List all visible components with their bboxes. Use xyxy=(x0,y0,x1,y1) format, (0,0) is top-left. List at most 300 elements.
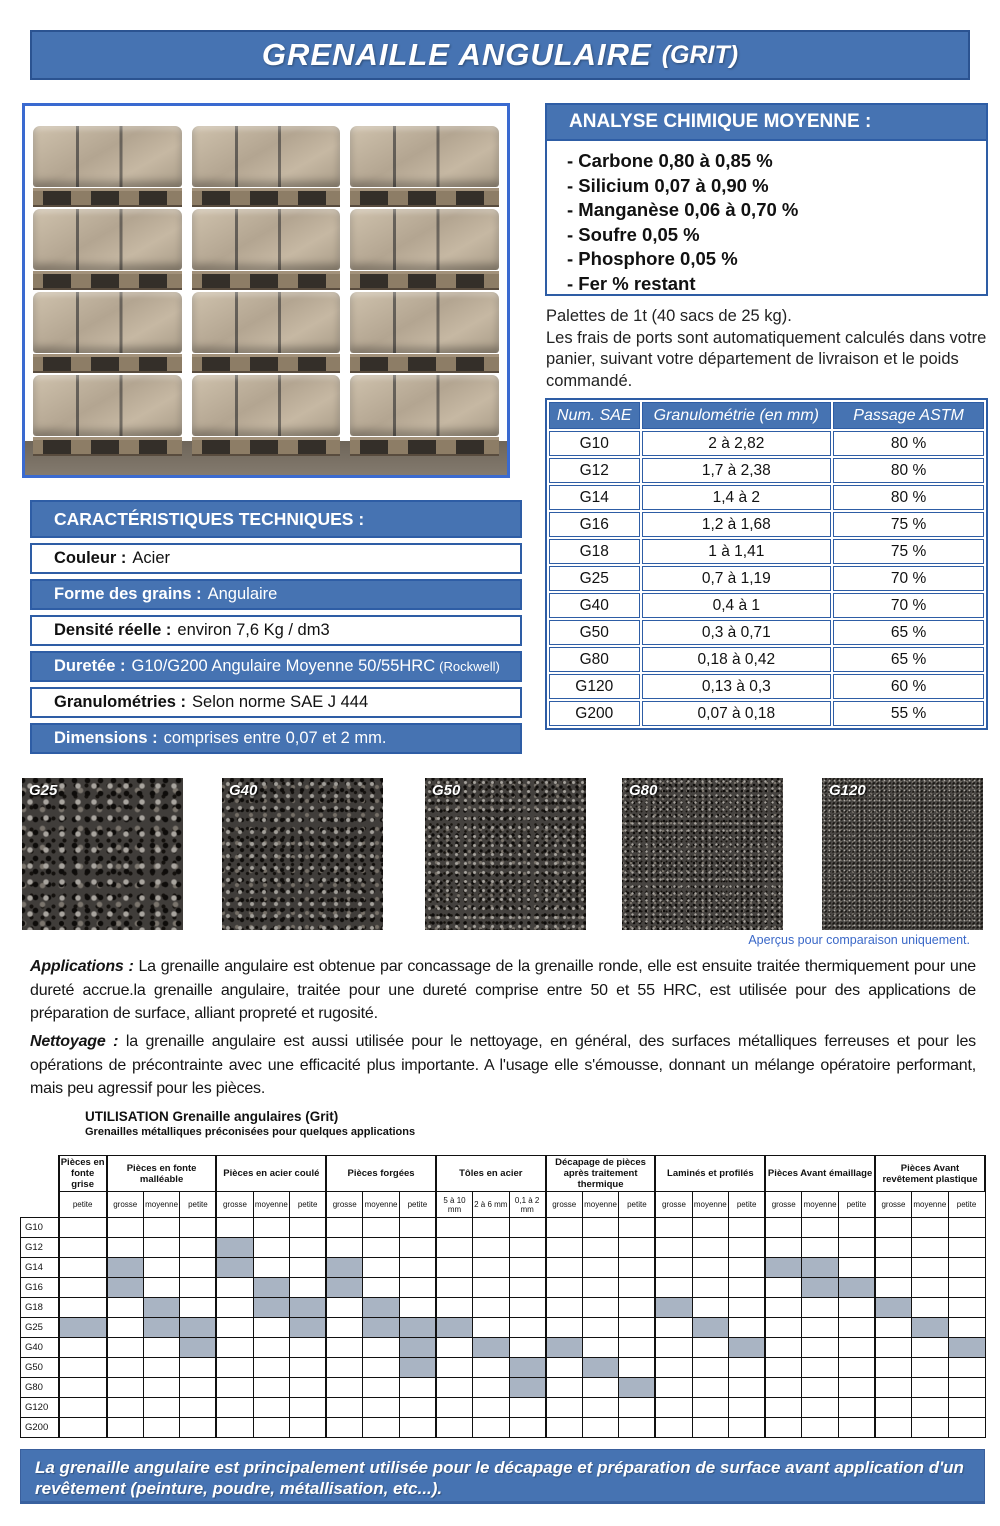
chemical-analysis-box xyxy=(545,103,988,296)
usage-cell xyxy=(143,1398,180,1418)
usage-cell xyxy=(473,1318,510,1338)
usage-cell xyxy=(509,1378,546,1398)
usage-cell xyxy=(802,1418,839,1438)
usage-cell xyxy=(546,1258,583,1278)
wooden-pallet xyxy=(350,271,499,290)
granulometry-table-box xyxy=(545,398,988,730)
usage-cell xyxy=(59,1418,107,1438)
granulometry-cell: 70 % xyxy=(833,566,984,591)
usage-cell xyxy=(765,1278,802,1298)
usage-cell xyxy=(546,1338,583,1358)
usage-cell xyxy=(765,1298,802,1318)
usage-cell xyxy=(692,1298,729,1318)
usage-group-header: Pièces Avant revêtement plastique xyxy=(875,1156,985,1192)
usage-cell xyxy=(473,1398,510,1418)
usage-size-header: petite xyxy=(180,1192,217,1218)
usage-table-subtitle: Grenailles métalliques préconisées pour quelques applications xyxy=(85,1126,416,1138)
usage-cell xyxy=(180,1398,217,1418)
granulometry-cell: 65 % xyxy=(833,620,984,645)
wooden-pallet xyxy=(33,354,182,373)
usage-cell xyxy=(802,1298,839,1318)
usage-cell xyxy=(473,1418,510,1438)
usage-cell xyxy=(875,1358,912,1378)
usage-row-label: G80 xyxy=(21,1378,59,1398)
usage-cell xyxy=(765,1218,802,1238)
usage-cell xyxy=(948,1278,985,1298)
usage-cell xyxy=(180,1258,217,1278)
wrapped-bags xyxy=(33,209,182,270)
usage-cell xyxy=(729,1418,766,1438)
usage-size-header: grosse xyxy=(655,1192,692,1218)
granulometry-cell: 0,4 à 1 xyxy=(642,593,832,618)
usage-cell xyxy=(802,1378,839,1398)
granulometry-cell: G12 xyxy=(549,458,640,483)
usage-cell xyxy=(948,1318,985,1338)
usage-table-box xyxy=(20,1155,986,1438)
usage-cell xyxy=(582,1278,619,1298)
usage-cell xyxy=(216,1278,253,1298)
usage-cell xyxy=(875,1378,912,1398)
usage-cell xyxy=(363,1378,400,1398)
wrapped-bags xyxy=(33,375,182,436)
granulometry-cell: 1,7 à 2,38 xyxy=(642,458,832,483)
usage-cell xyxy=(290,1338,327,1358)
usage-cell xyxy=(107,1338,144,1358)
usage-cell xyxy=(838,1338,875,1358)
usage-cell xyxy=(107,1278,144,1298)
usage-size-header: moyenne xyxy=(363,1192,400,1218)
usage-group-header: Pièces en fonte malléable xyxy=(107,1156,217,1192)
usage-cell xyxy=(655,1418,692,1438)
usage-header-groups xyxy=(21,1156,986,1192)
usage-cell xyxy=(216,1338,253,1358)
usage-cell xyxy=(399,1218,436,1238)
usage-cell xyxy=(59,1338,107,1358)
usage-cell xyxy=(290,1298,327,1318)
usage-cell xyxy=(838,1258,875,1278)
technical-characteristics-box xyxy=(30,500,522,759)
usage-cell xyxy=(948,1218,985,1238)
grit-sample-image xyxy=(222,778,383,930)
usage-cell xyxy=(729,1378,766,1398)
usage-cell xyxy=(363,1238,400,1258)
usage-header-sizes xyxy=(21,1192,986,1218)
usage-cell xyxy=(436,1298,473,1318)
usage-cell xyxy=(838,1418,875,1438)
wooden-pallet xyxy=(350,188,499,207)
page-title-suffix: (GRIT) xyxy=(661,40,739,69)
technical-characteristics-title: CARACTÉRISTIQUES TECHNIQUES : xyxy=(54,508,365,529)
usage-cell xyxy=(436,1258,473,1278)
usage-size-header: petite xyxy=(838,1192,875,1218)
granulometry-row xyxy=(549,485,984,510)
characteristic-value: Angulaire xyxy=(207,585,278,603)
granulometry-row xyxy=(549,674,984,699)
usage-size-header: 0,1 à 2 mm xyxy=(509,1192,546,1218)
usage-size-header: moyenne xyxy=(253,1192,290,1218)
usage-cell xyxy=(838,1398,875,1418)
characteristic-label: Duretée : xyxy=(54,657,126,675)
characteristic-value: G10/G200 Angulaire Moyenne 50/55HRC xyxy=(131,657,436,675)
usage-cell xyxy=(107,1238,144,1258)
characteristic-row xyxy=(30,687,522,718)
usage-cell xyxy=(363,1398,400,1418)
usage-row xyxy=(21,1298,986,1318)
usage-cell xyxy=(363,1278,400,1298)
usage-row xyxy=(21,1258,986,1278)
chemical-analysis-title: ANALYSE CHIMIQUE MOYENNE : xyxy=(569,111,872,132)
usage-cell xyxy=(59,1398,107,1418)
granulometry-cell: 75 % xyxy=(833,512,984,537)
granulometry-cell: 80 % xyxy=(833,485,984,510)
usage-cell xyxy=(509,1258,546,1278)
usage-cell xyxy=(290,1258,327,1278)
usage-row xyxy=(21,1218,986,1238)
usage-cell xyxy=(473,1298,510,1318)
usage-cell xyxy=(692,1378,729,1398)
analysis-item: - Phosphore 0,05 % xyxy=(567,248,738,269)
usage-size-header: grosse xyxy=(765,1192,802,1218)
usage-cell xyxy=(655,1358,692,1378)
pallet-stack xyxy=(192,126,341,207)
analysis-item: - Fer % restant xyxy=(567,272,696,294)
usage-cell xyxy=(765,1378,802,1398)
usage-cell xyxy=(216,1358,253,1378)
usage-cell xyxy=(655,1218,692,1238)
granulometry-cell: G120 xyxy=(549,674,640,699)
pallet-row xyxy=(33,209,499,290)
usage-cell xyxy=(729,1358,766,1378)
usage-cell xyxy=(363,1298,400,1318)
granulometry-cell: 70 % xyxy=(833,593,984,618)
pallets-photo-rows xyxy=(25,126,507,456)
usage-size-header: moyenne xyxy=(802,1192,839,1218)
usage-cell xyxy=(436,1398,473,1418)
usage-cell xyxy=(619,1278,656,1298)
usage-cell xyxy=(912,1398,949,1418)
usage-size-header: moyenne xyxy=(582,1192,619,1218)
usage-cell xyxy=(180,1218,217,1238)
pallet-row xyxy=(33,292,499,373)
usage-cell xyxy=(765,1318,802,1338)
wrapped-bags xyxy=(33,292,182,353)
usage-cell xyxy=(59,1278,107,1298)
usage-group-header: Pièces en acier coulé xyxy=(216,1156,326,1192)
usage-cell xyxy=(253,1338,290,1358)
usage-cell xyxy=(107,1318,144,1338)
applications-paragraph xyxy=(30,955,976,1026)
usage-cell xyxy=(765,1258,802,1278)
usage-cell xyxy=(253,1378,290,1398)
nettoyage-lead: Nettoyage : xyxy=(30,1033,119,1050)
usage-cell xyxy=(436,1338,473,1358)
characteristic-label: Densité réelle : xyxy=(54,621,172,639)
granulometry-cell: 65 % xyxy=(833,647,984,672)
usage-cell xyxy=(180,1338,217,1358)
usage-group-header: Pièces Avant émaillage xyxy=(765,1156,875,1192)
usage-cell xyxy=(802,1218,839,1238)
usage-row xyxy=(21,1398,986,1418)
granulometry-row xyxy=(549,512,984,537)
nettoyage-paragraph xyxy=(30,1030,976,1101)
usage-cell xyxy=(290,1318,327,1338)
usage-cell xyxy=(655,1298,692,1318)
analysis-items xyxy=(547,141,986,296)
usage-size-header: moyenne xyxy=(143,1192,180,1218)
usage-cell xyxy=(546,1398,583,1418)
usage-cell xyxy=(436,1318,473,1338)
granulometry-header-sae: Num. SAE xyxy=(549,402,640,429)
usage-cell xyxy=(619,1358,656,1378)
usage-cell xyxy=(765,1398,802,1418)
usage-row xyxy=(21,1418,986,1438)
usage-cell xyxy=(875,1318,912,1338)
chemical-analysis-header xyxy=(547,105,986,141)
usage-cell xyxy=(363,1258,400,1278)
usage-cell xyxy=(59,1258,107,1278)
usage-cell xyxy=(107,1258,144,1278)
wooden-pallet xyxy=(33,437,182,456)
wooden-pallet xyxy=(350,437,499,456)
usage-cell xyxy=(619,1258,656,1278)
usage-body xyxy=(21,1218,986,1438)
usage-cell xyxy=(875,1258,912,1278)
usage-cell xyxy=(399,1358,436,1378)
usage-cell xyxy=(326,1318,363,1338)
usage-size-header: petite xyxy=(729,1192,766,1218)
granulometry-cell: 0,18 à 0,42 xyxy=(642,647,832,672)
characteristic-value: Selon norme SAE J 444 xyxy=(192,693,369,711)
usage-cell xyxy=(290,1418,327,1438)
page-title: GRENAILLE ANGULAIRE xyxy=(261,37,652,72)
granulometry-header-row xyxy=(549,402,984,429)
usage-cell xyxy=(912,1358,949,1378)
characteristic-label: Granulométries : xyxy=(54,693,187,711)
applications-text: La grenaille angulaire est obtenue par concassage de la grenaille ronde, elle est ensuite traitée thermiquement pour une dureté accrue.la grenaille angulaire, traitée pour une dureté comprise entre 50 et 55 HRC, est utilisée pour des applications de préparation de surface, alliant propreté et rugosité. xyxy=(30,958,976,1022)
characteristic-row xyxy=(30,723,522,754)
characteristic-row xyxy=(30,615,522,646)
usage-row-label: G14 xyxy=(21,1258,59,1278)
usage-cell xyxy=(582,1218,619,1238)
wrapped-bags xyxy=(192,126,341,187)
usage-cell xyxy=(216,1378,253,1398)
usage-cell xyxy=(912,1258,949,1278)
usage-cell xyxy=(436,1418,473,1438)
usage-cell xyxy=(875,1278,912,1298)
usage-row-label: G18 xyxy=(21,1298,59,1318)
pallet-info-paragraph xyxy=(546,306,994,392)
usage-cell xyxy=(436,1378,473,1398)
granulometry-cell: 80 % xyxy=(833,431,984,456)
usage-cell xyxy=(912,1298,949,1318)
granulometry-cell: G10 xyxy=(549,431,640,456)
usage-cell xyxy=(692,1418,729,1438)
usage-cell xyxy=(948,1298,985,1318)
usage-cell xyxy=(107,1398,144,1418)
usage-cell xyxy=(59,1378,107,1398)
usage-cell xyxy=(619,1218,656,1238)
usage-cell xyxy=(143,1278,180,1298)
usage-cell xyxy=(948,1238,985,1258)
usage-row-label: G40 xyxy=(21,1338,59,1358)
grit-sample-label: G40 xyxy=(229,782,258,799)
usage-cell xyxy=(216,1238,253,1258)
usage-cell xyxy=(546,1318,583,1338)
usage-cell xyxy=(473,1378,510,1398)
usage-cell xyxy=(436,1278,473,1298)
usage-size-header: petite xyxy=(948,1192,985,1218)
usage-cell xyxy=(655,1318,692,1338)
wooden-pallet xyxy=(192,354,341,373)
usage-cell xyxy=(619,1238,656,1258)
characteristic-label: Forme des grains : xyxy=(54,585,202,603)
nettoyage-text: la grenaille angulaire est aussi utilisée pour le nettoyage, en général, des surfaces métalliques ferreuses et pour les opérations de précontrainte avec une efficacité plus importante. A l'usage elle s'émousse, donnant un mélange opératoire performant, mais peu agressif pour les pièces. xyxy=(30,1033,976,1097)
usage-cell xyxy=(838,1358,875,1378)
usage-cell xyxy=(399,1418,436,1438)
grit-sample-label: G120 xyxy=(829,782,866,799)
usage-cell xyxy=(692,1318,729,1338)
usage-cell xyxy=(802,1338,839,1358)
usage-cell xyxy=(582,1398,619,1418)
shipping-info-line: Les frais de ports sont automatiquement calculés dans votre panier, suivant votre département de livraison et le poids commandé. xyxy=(546,328,987,390)
usage-cell xyxy=(473,1238,510,1258)
granulometry-cell: G25 xyxy=(549,566,640,591)
usage-row-label: G200 xyxy=(21,1418,59,1438)
usage-cell xyxy=(509,1418,546,1438)
grit-sample-label: G25 xyxy=(29,782,58,799)
characteristic-value-small: (Rockwell) xyxy=(439,659,500,674)
characteristic-row xyxy=(30,543,522,574)
usage-cell xyxy=(875,1218,912,1238)
usage-cell xyxy=(399,1318,436,1338)
usage-cell xyxy=(473,1218,510,1238)
granulometry-cell: G18 xyxy=(549,539,640,564)
usage-row xyxy=(21,1238,986,1258)
granulometry-header-astm: Passage ASTM xyxy=(833,402,984,429)
usage-cell xyxy=(326,1358,363,1378)
usage-cell xyxy=(655,1258,692,1278)
usage-group-header: Pièces forgées xyxy=(326,1156,436,1192)
usage-cell xyxy=(143,1338,180,1358)
usage-cell xyxy=(619,1418,656,1438)
usage-cell xyxy=(290,1218,327,1238)
usage-cell xyxy=(655,1238,692,1258)
wooden-pallet xyxy=(192,188,341,207)
characteristics-rows xyxy=(30,543,522,754)
grit-sample-image xyxy=(622,778,783,930)
usage-cell xyxy=(290,1398,327,1418)
grit-sample-label: G50 xyxy=(432,782,461,799)
usage-row xyxy=(21,1278,986,1298)
usage-cell xyxy=(59,1238,107,1258)
usage-cell xyxy=(253,1358,290,1378)
granulometry-cell: 1 à 1,41 xyxy=(642,539,832,564)
wrapped-bags xyxy=(350,126,499,187)
usage-cell xyxy=(363,1218,400,1238)
analysis-item: - Silicium 0,07 à 0,90 % xyxy=(567,174,769,196)
usage-cell xyxy=(509,1398,546,1418)
usage-cell xyxy=(216,1418,253,1438)
usage-size-header: moyenne xyxy=(692,1192,729,1218)
usage-cell xyxy=(509,1358,546,1378)
pallet-stack xyxy=(33,126,182,207)
wrapped-bags xyxy=(192,209,341,270)
usage-cell xyxy=(143,1218,180,1238)
usage-cell xyxy=(838,1298,875,1318)
wooden-pallet xyxy=(350,354,499,373)
usage-row xyxy=(21,1358,986,1378)
usage-cell xyxy=(326,1258,363,1278)
usage-size-header: petite xyxy=(59,1192,107,1218)
characteristic-label: Dimensions : xyxy=(54,729,158,747)
usage-cell xyxy=(655,1378,692,1398)
usage-cell xyxy=(107,1218,144,1238)
usage-cell xyxy=(875,1398,912,1418)
pallet-stack xyxy=(192,375,341,456)
usage-group-header: Pièces en fonte grise xyxy=(59,1156,107,1192)
usage-cell xyxy=(729,1298,766,1318)
usage-cell xyxy=(59,1318,107,1338)
granulometry-table xyxy=(547,400,986,728)
usage-cell xyxy=(290,1278,327,1298)
usage-cell xyxy=(509,1218,546,1238)
grit-sample-image xyxy=(22,778,183,930)
usage-size-header: grosse xyxy=(107,1192,144,1218)
usage-group-header: Tôles en acier xyxy=(436,1156,546,1192)
usage-row-label: G120 xyxy=(21,1398,59,1418)
characteristic-row xyxy=(30,651,522,682)
usage-table xyxy=(20,1155,986,1438)
granulometry-cell: G80 xyxy=(549,647,640,672)
wooden-pallet xyxy=(33,271,182,290)
usage-group-header: Décapage de pièces après traitement thermique xyxy=(546,1156,656,1192)
granulometry-row xyxy=(549,431,984,456)
usage-cell xyxy=(143,1418,180,1438)
usage-cell xyxy=(729,1258,766,1278)
usage-cell xyxy=(473,1258,510,1278)
usage-cell xyxy=(692,1218,729,1238)
pallet-stack xyxy=(350,126,499,207)
usage-size-header: grosse xyxy=(546,1192,583,1218)
usage-cell xyxy=(509,1338,546,1358)
granulometry-row xyxy=(549,539,984,564)
usage-cell xyxy=(436,1358,473,1378)
usage-size-header: 5 à 10 mm xyxy=(436,1192,473,1218)
usage-size-header: moyenne xyxy=(912,1192,949,1218)
usage-cell xyxy=(875,1418,912,1438)
usage-cell xyxy=(509,1318,546,1338)
usage-corner-cell xyxy=(21,1156,59,1218)
usage-cell xyxy=(838,1238,875,1258)
usage-cell xyxy=(546,1378,583,1398)
usage-cell xyxy=(107,1378,144,1398)
usage-cell xyxy=(655,1398,692,1418)
wrapped-bags xyxy=(192,292,341,353)
usage-cell xyxy=(582,1238,619,1258)
usage-table-titles xyxy=(85,1109,415,1138)
usage-table-title: UTILISATION Grenaille angulaires (Grit) xyxy=(85,1109,339,1124)
pallet-stack xyxy=(33,375,182,456)
usage-cell xyxy=(509,1298,546,1318)
grit-sample-label: G80 xyxy=(629,782,658,799)
usage-cell xyxy=(253,1218,290,1238)
usage-row xyxy=(21,1318,986,1338)
usage-cell xyxy=(582,1358,619,1378)
usage-cell xyxy=(948,1378,985,1398)
granulometry-cell: 75 % xyxy=(833,539,984,564)
usage-size-header: petite xyxy=(290,1192,327,1218)
usage-cell xyxy=(253,1418,290,1438)
